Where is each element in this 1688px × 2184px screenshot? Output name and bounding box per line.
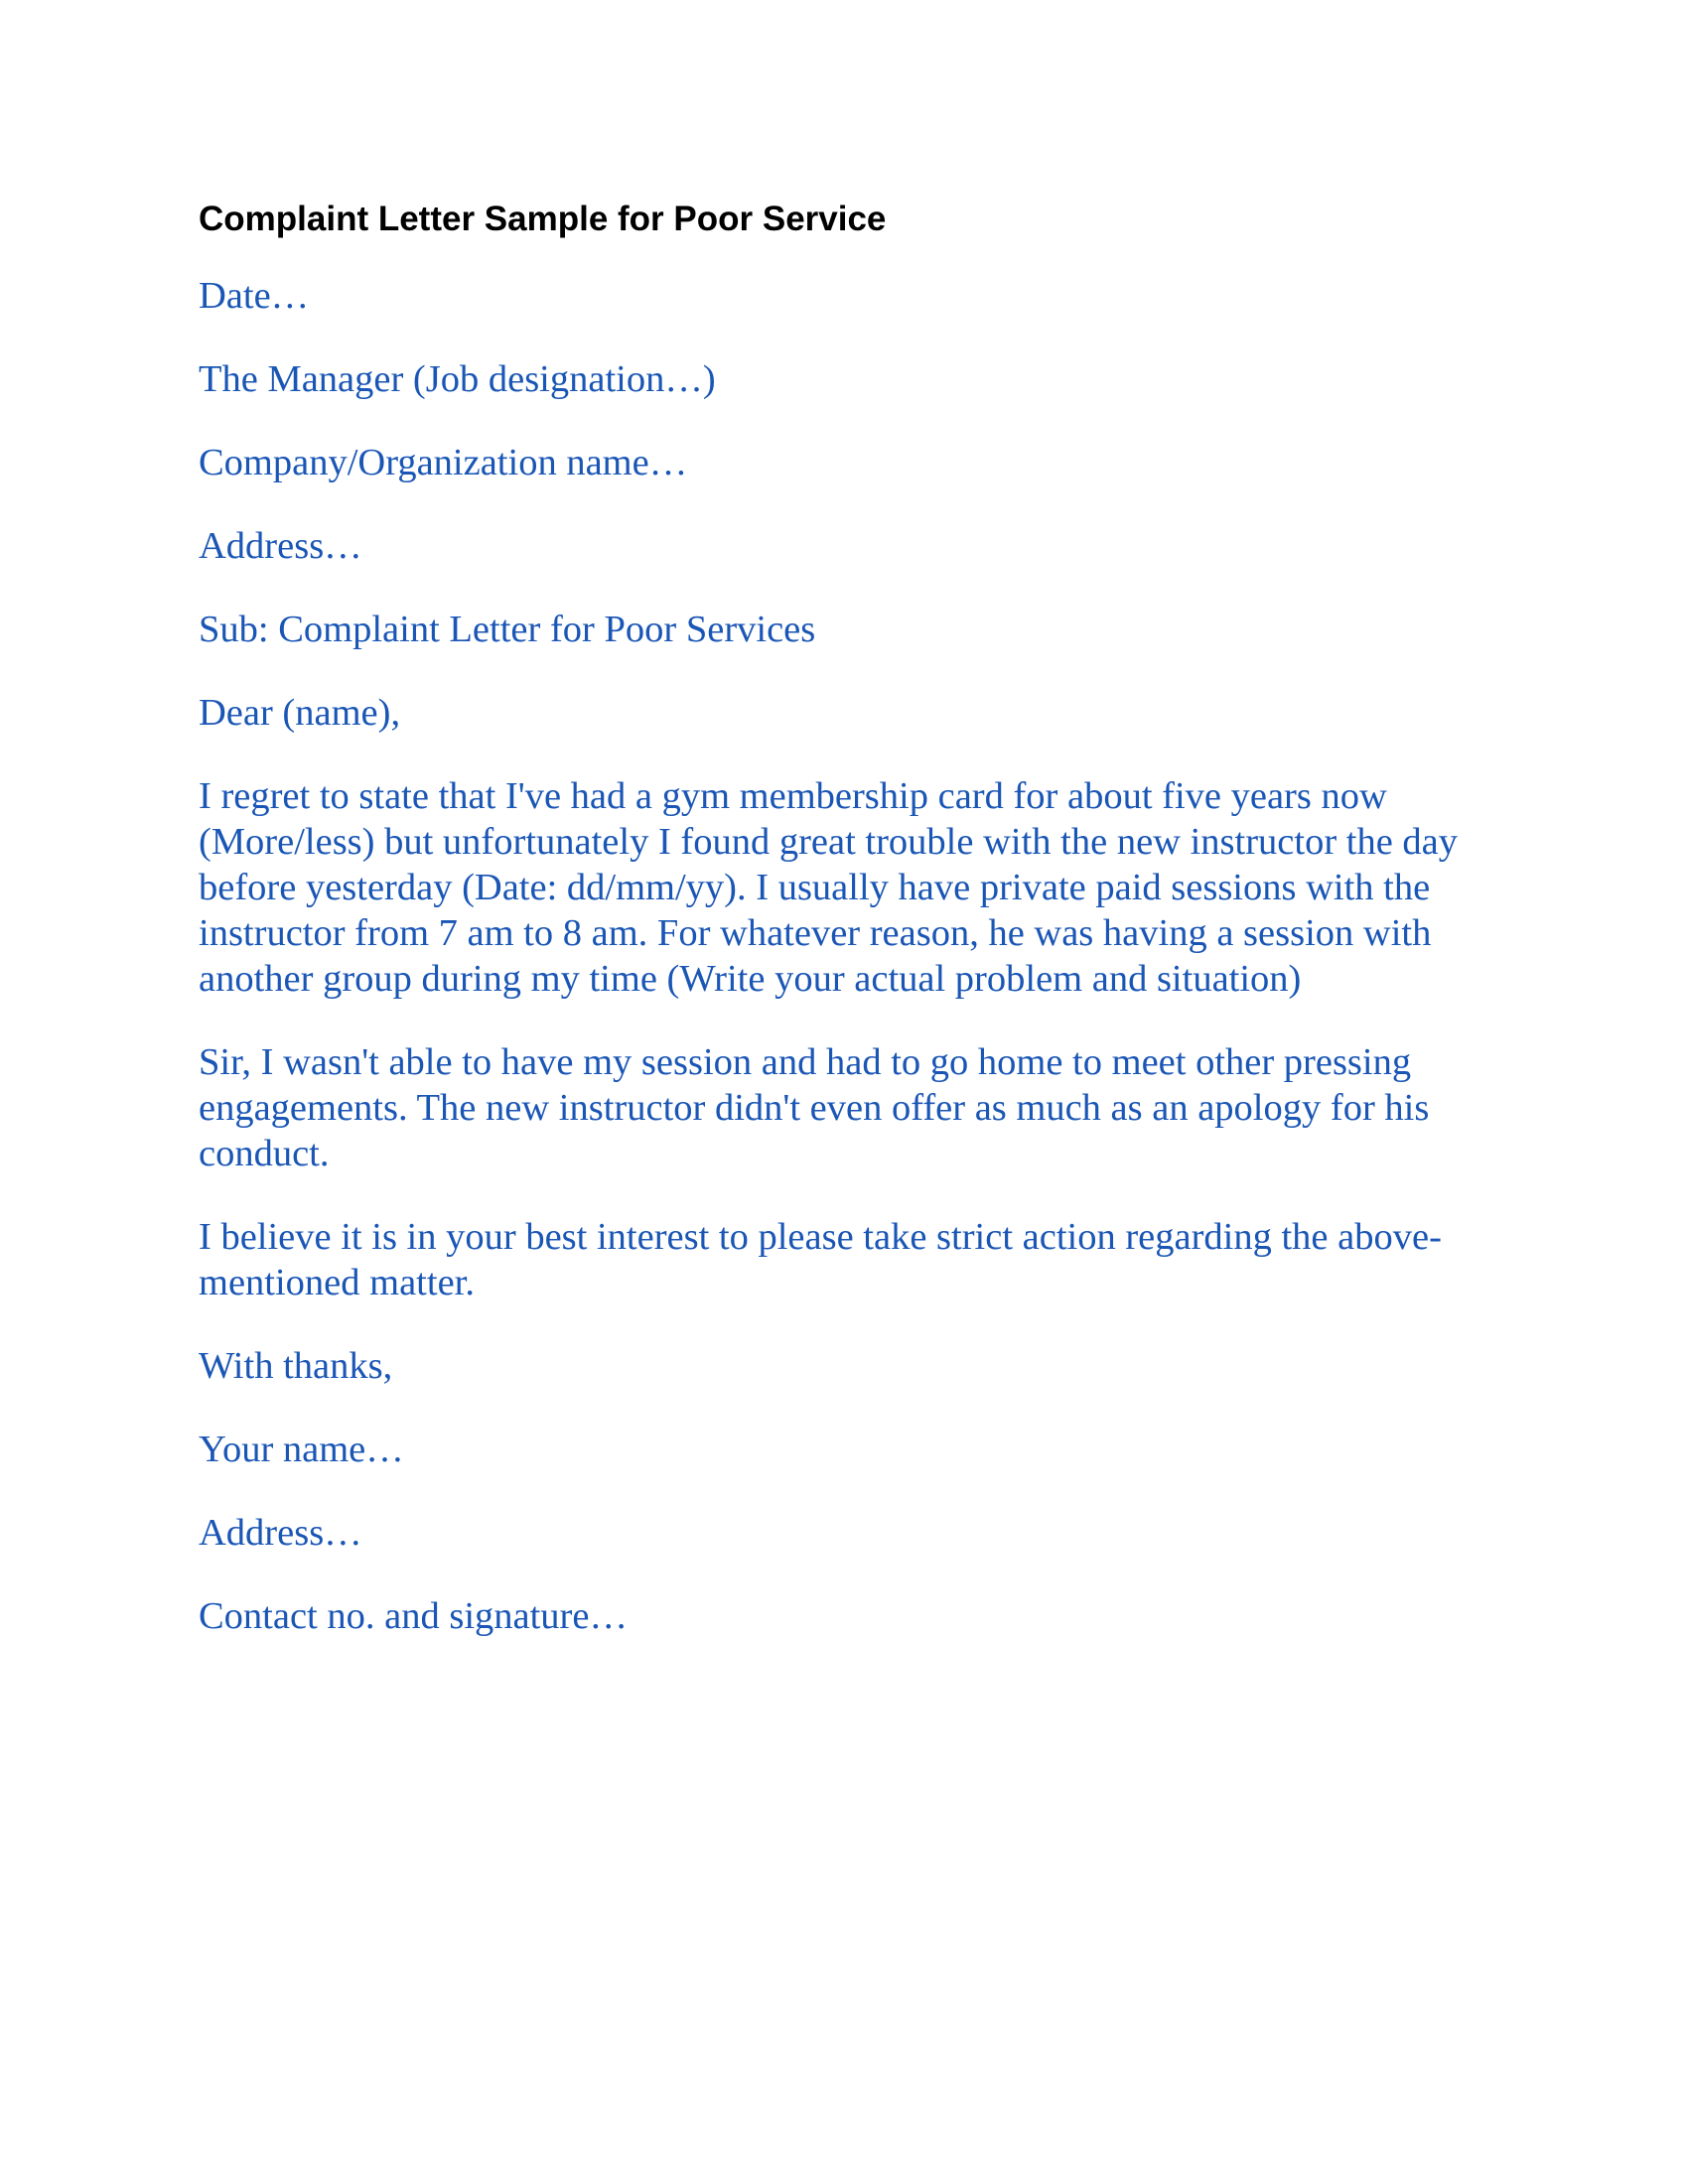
body-paragraph-3: I believe it is in your best interest to please take strict action regarding the above-mentioned matter. bbox=[199, 1216, 1442, 1303]
subject-line: Sub: Complaint Letter for Poor Services bbox=[199, 609, 816, 650]
sender-contact: Contact no. and signature… bbox=[199, 1595, 628, 1637]
date-line: Date… bbox=[199, 275, 310, 317]
document-title: Complaint Letter Sample for Poor Service bbox=[199, 200, 887, 238]
body-paragraph-1: I regret to state that I've had a gym membership card for about five years now (More/less) but unfortunately I found great trouble with the new instructor the day before yesterday (Date: dd/mm/yy). I usually have private paid sessions with the instructor from 7 am to 8 am. For whatever reason, he was having a session with another group during my time (Write your actual problem and situation) bbox=[199, 775, 1459, 1000]
body-paragraph-2: Sir, I wasn't able to have my session and had to go home to meet other pressing engagements. The new instructor didn't even offer as much as an apology for his conduct. bbox=[199, 1041, 1430, 1174]
salutation: Dear (name), bbox=[199, 692, 401, 734]
sender-address: Address… bbox=[199, 1512, 362, 1554]
closing: With thanks, bbox=[199, 1345, 393, 1387]
sender-name: Your name… bbox=[199, 1429, 404, 1470]
recipient-address: Address… bbox=[199, 525, 362, 567]
recipient-title: The Manager (Job designation…) bbox=[199, 358, 716, 400]
letter-page bbox=[199, 195, 1509, 1677]
company-name: Company/Organization name… bbox=[199, 442, 688, 483]
